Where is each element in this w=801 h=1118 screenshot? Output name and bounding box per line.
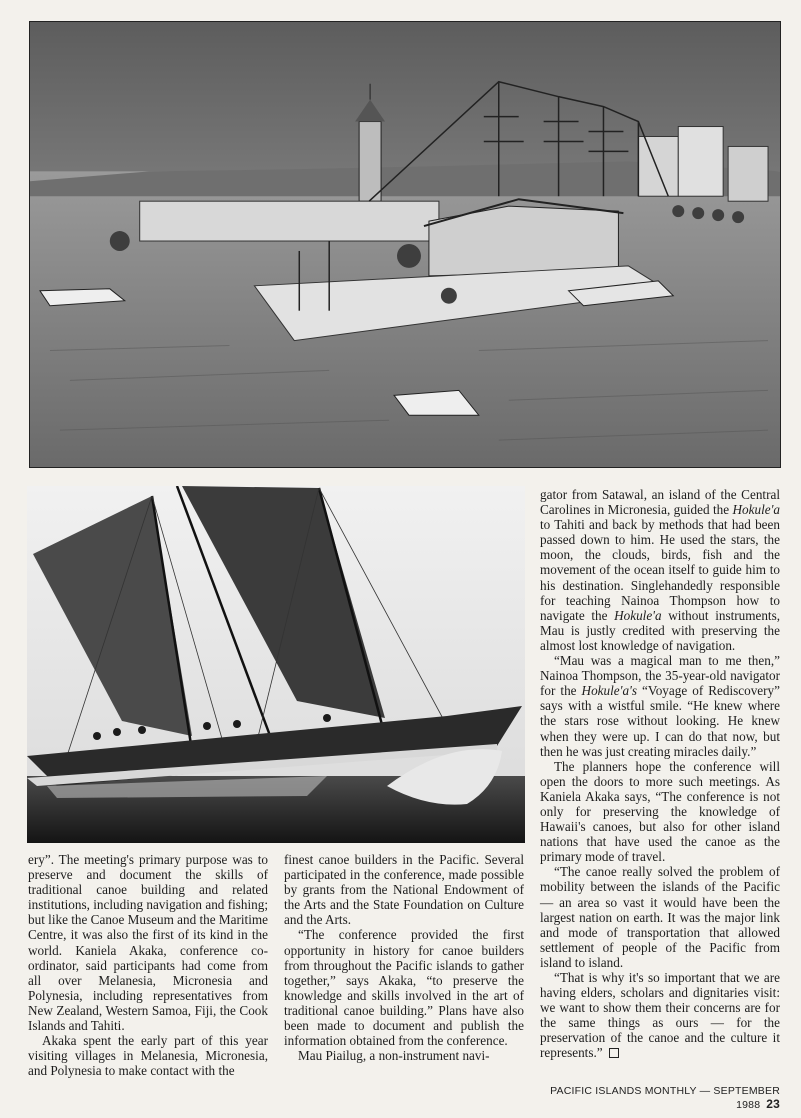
text-run: “Mau was a magical man to me then,” Nainoa Thompson, the 35-year-old navigator for the <box>540 653 780 699</box>
paragraph: “The conference provided the first opportunity in history for canoe builders from throughout the Pacific islands to gather together,” says Akaka, “to preserve the knowledge and skills involved in the art of traditional canoe building.” Plans have also been made to document and publish the information obtained from the conference. <box>284 927 524 1049</box>
paragraph <box>540 653 780 759</box>
harbor-illustration <box>29 21 781 468</box>
end-of-article-mark <box>609 1048 619 1058</box>
canoe-name: Hokule'a <box>732 502 780 518</box>
text-run: to Tahiti and back by methods that had been passed down to him. He used the stars, the moon, the clouds, birds, fish and the movement of the ocean itself to guide him to his destination. Singlehandedly responsible for teaching Nainoa Thompson how to navigate the <box>540 517 780 623</box>
paragraph: “The canoe really solved the problem of mobility between the islands of the Pacific — an area so vast it would have been the largest nation on earth. It was the major link and mode of transportation that allowed settlement of people of the Pacific from island to island. <box>540 864 780 970</box>
text-run: “That is why it's so important that we are having elders, scholars and dignitaries visit: we want to show them their concerns are for the same things as ours — for the preservation of the canoe and the culture it represents.” <box>540 970 780 1061</box>
text-run: gator from Satawal, an island of the Central Carolines in Micronesia, guided the <box>540 487 780 518</box>
text-run: “Voyage of Rediscovery” says with a wistful smile. “He knew where the stars rose without looking. He knew when they were up. I can do that now, but then he was just creating miracles daily.” <box>540 683 781 759</box>
paragraph: The planners hope the conference will open the doors to more such meetings. As Kaniela Akaka says, “The conference is not only for preserving the knowledge of Hawaii's canoes, but also for other island nations that have used the canoe as the primary mode of travel. <box>540 758 780 865</box>
paragraph: Mau Piailug, a non-instrument navi- <box>298 1048 490 1064</box>
voyaging-canoe-image <box>27 486 525 843</box>
article-column-left <box>28 852 268 1078</box>
publication-line: PACIFIC ISLANDS MONTHLY — SEPTEMBER 1988 <box>550 1085 780 1111</box>
page-footer <box>510 1085 780 1111</box>
harbor-sketch-image <box>30 22 780 467</box>
text-run: without instruments, Mau is justly credited with preserving the almost lost knowledge of navigation. <box>540 607 781 653</box>
paragraph: Akaka spent the early part of this year visiting villages in Melanesia, Micronesia, and Polynesia to make contact with the <box>28 1033 268 1079</box>
canoe-name: Hokule'a's <box>581 683 637 699</box>
paragraph: ery”. The meeting's primary purpose was to preserve and document the skills of traditional canoe building and related institutions, including navigation and fishing; but like the Canoe Museum and the Maritime Centre, it was also the first of its kind in the world. Kaniela Akaka, conference co-ordinator, said participants had come from all over Melanesia, Micronesia and Polynesia, including representatives from New Zealand, Western Samoa, Fiji, the Cook Islands and Tahiti. <box>28 852 268 1034</box>
paragraph <box>540 487 780 653</box>
article-column-right <box>540 487 780 1061</box>
page-number: 23 <box>766 1097 780 1111</box>
canoe-name: Hokule'a <box>614 607 662 623</box>
article-column-middle <box>284 852 524 1063</box>
paragraph: finest canoe builders in the Pacific. Several participated in the conference, made possible by grants from the National Endowment of the Arts and the State Foundation on Culture and the Arts. <box>284 852 524 928</box>
paragraph <box>540 970 780 1061</box>
canoe-photo <box>27 486 525 843</box>
